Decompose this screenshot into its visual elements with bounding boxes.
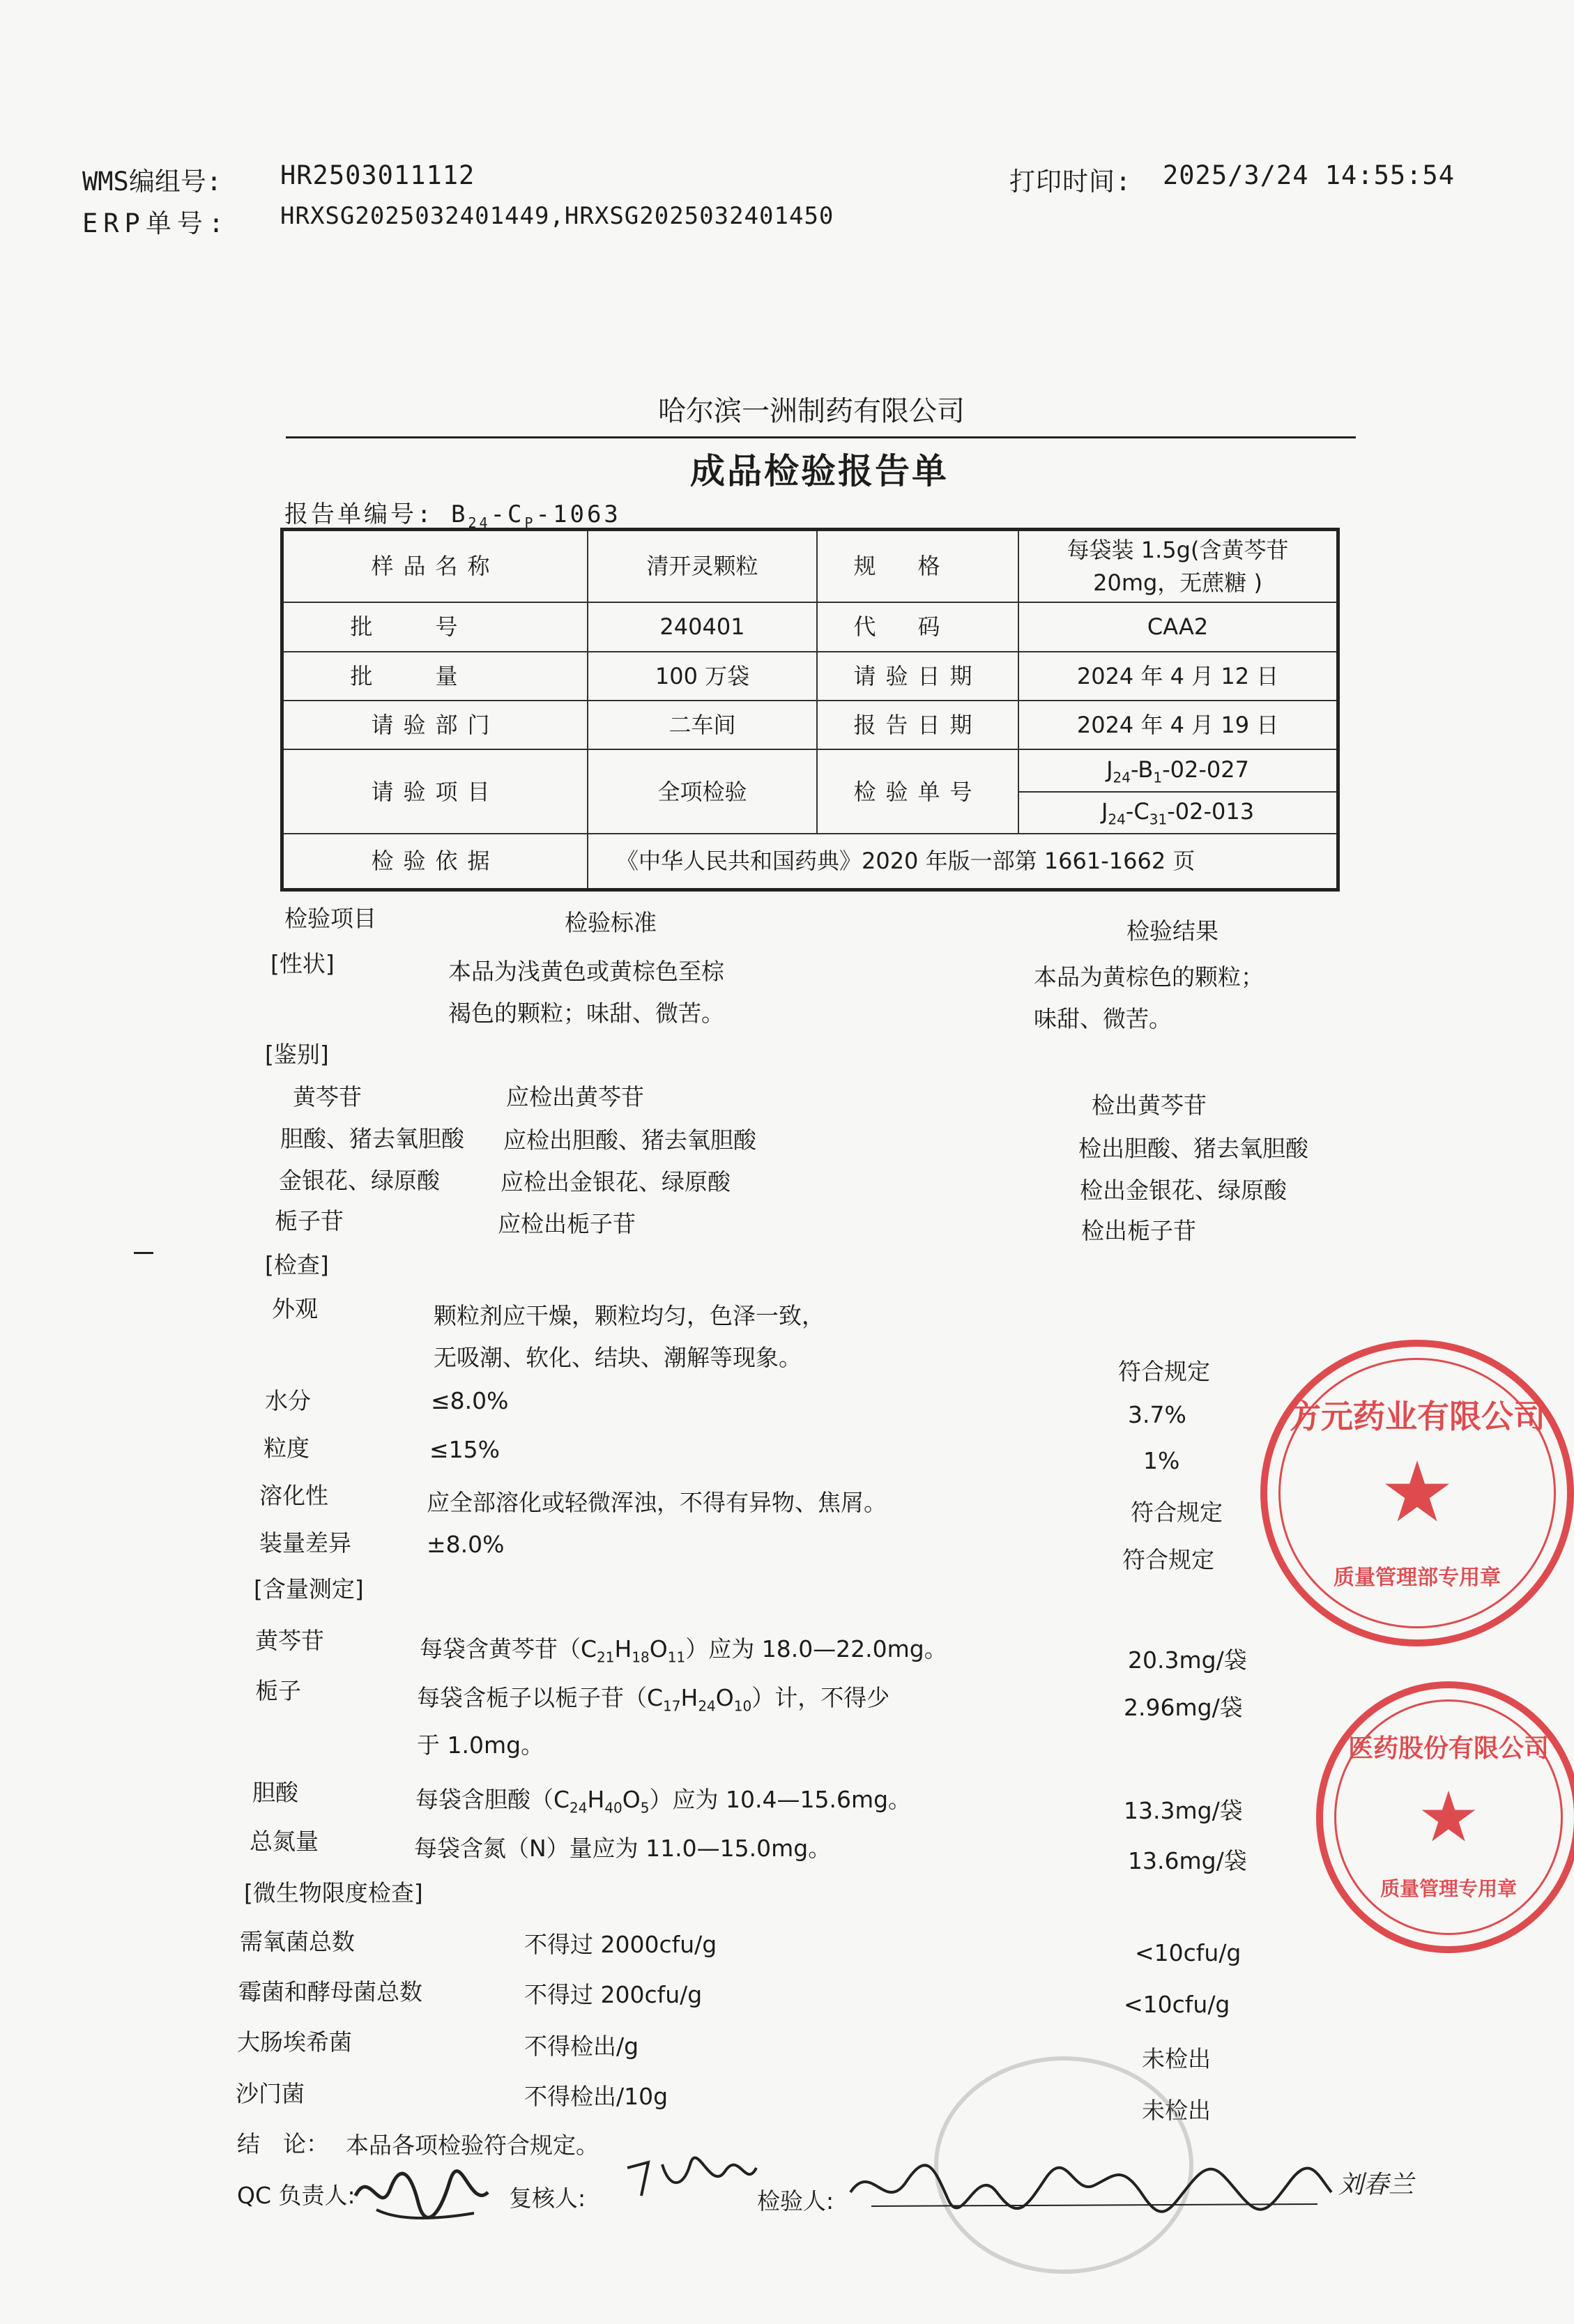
- spec-label: 规格: [817, 530, 1018, 603]
- check-granularity-result: 1%: [1143, 1447, 1180, 1474]
- department-value: 二车间: [588, 701, 817, 749]
- company-seal-stamp-1: [1260, 1340, 1574, 1646]
- assay-gardenia-result: 2.96mg/袋: [1124, 1694, 1243, 1721]
- properties-result-2: 味甜、微苦。: [1034, 1005, 1172, 1032]
- check-moisture-result: 3.7%: [1128, 1401, 1186, 1428]
- stamp-1-top-text: 方元药业有限公司: [1289, 1398, 1545, 1435]
- check-appearance-standard-2: 无吸潮、软化、结块、潮解等现象。: [434, 1344, 802, 1371]
- check-fill-variation-item: 装量差异: [259, 1529, 351, 1557]
- ident-result-4: 检出栀子苷: [1081, 1217, 1196, 1244]
- micro-standard-3: 不得检出/g: [524, 2033, 639, 2060]
- header-rule: [286, 436, 1356, 438]
- micro-item-3: 大肠埃希菌: [237, 2028, 352, 2056]
- ident-result-1: 检出黄芩苷: [1092, 1092, 1207, 1119]
- report-number: [284, 495, 621, 531]
- assay-cholic-standard: 每袋含胆酸$(C_{24}H_{40}O_5)$应为 10.4—15.6mg。: [415, 1786, 912, 1817]
- stamp-2-bottom-text: 质量管理专用章: [1380, 1877, 1517, 1900]
- properties-standard-1: 本品为浅黄色或黄棕色至棕: [448, 958, 724, 985]
- micro-result-2: <10cfu/g: [1124, 1991, 1230, 2018]
- spec-value: 每袋装 1.5g(含黄芩苷 20mg，无蔗糖 ): [1018, 530, 1338, 603]
- company-seal-stamp-2: [1316, 1681, 1574, 1953]
- inspection-number-label: 检验单号: [817, 749, 1018, 834]
- micro-standard-2: 不得过 200cfu/g: [524, 1981, 703, 2008]
- conclusion-text: 本品各项检验符合规定。: [346, 2132, 599, 2159]
- ident-standard-1: 应检出黄芩苷: [506, 1083, 644, 1110]
- info-table: [280, 528, 1340, 892]
- assay-cholic-item: 胆酸: [252, 1779, 298, 1806]
- micro-result-1: <10cfu/g: [1135, 1939, 1241, 1966]
- sample-name-value: 清开灵颗粒: [588, 530, 817, 603]
- ident-standard-2: 应检出胆酸、猪去氧胆酸: [503, 1126, 756, 1154]
- assay-baicalin-result: 20.3mg/袋: [1128, 1646, 1247, 1674]
- ident-standard-4: 应检出栀子苷: [498, 1210, 636, 1237]
- micro-item-4: 沙门菌: [236, 2080, 305, 2107]
- inspection-number-2: $J_{24}-C_{31}-02-013$: [1018, 792, 1338, 834]
- company-name: 哈尔滨一洲制药有限公司: [658, 395, 965, 427]
- conclusion-label: 结 论：: [237, 2130, 329, 2157]
- check-solubility-result: 符合规定: [1131, 1499, 1223, 1526]
- assay-gardenia-standard-2: 于 1.0mg。: [417, 1731, 544, 1759]
- inspector-label: 检验人:: [757, 2187, 834, 2215]
- wms-value: HR2503011112: [280, 160, 475, 190]
- reviewer-label: 复核人:: [509, 2185, 586, 2212]
- request-date-label: 请验日期: [817, 652, 1018, 701]
- batch-number-value: 240401: [588, 602, 817, 651]
- properties-standard-2: 褐色的颗粒；味甜、微苦。: [448, 1000, 724, 1027]
- check-moisture-standard: ≤8.0%: [431, 1387, 509, 1414]
- inspector-signature-text: 刘春兰: [1338, 2171, 1414, 2199]
- assay-baicalin-standard: 每袋含黄芩苷$(C_{21}H_{18}O_{11})$应为 18.0—22.0mg。: [420, 1635, 947, 1666]
- check-fill-variation-standard: ±8.0%: [427, 1531, 505, 1558]
- check-granularity-standard: ≤15%: [429, 1436, 500, 1463]
- ident-item-4: 栀子苷: [275, 1207, 344, 1234]
- ident-result-3: 检出金银花、绿原酸: [1080, 1177, 1287, 1204]
- assay-gardenia-standard-1: 每袋含栀子以栀子苷$(C_{17}H_{24}O_{10})$计，不得少: [417, 1684, 890, 1715]
- check-moisture-item: 水分: [265, 1387, 311, 1414]
- margin-dash: [134, 1252, 153, 1254]
- reviewer-signature: [620, 2147, 760, 2213]
- check-granularity-item: 粒度: [263, 1435, 310, 1462]
- ident-item-3: 金银花、绿原酸: [279, 1167, 440, 1194]
- assay-nitrogen-item: 总氮量: [250, 1828, 319, 1855]
- batch-quantity-value: 100 万袋: [588, 652, 817, 701]
- stamp-2-star-icon: ★: [1417, 1776, 1480, 1858]
- inspection-number-1: $J_{24}-B_1-02-027$: [1018, 749, 1338, 791]
- batch-number-label: 批号: [282, 602, 588, 651]
- section-microbial: [微生物限度检查]: [244, 1879, 423, 1906]
- check-appearance-item: 外观: [272, 1295, 318, 1322]
- wms-label: WMS编组号:: [82, 167, 222, 197]
- report-number-value: $B_{24}-C_P-1063$: [450, 500, 621, 531]
- report-date-value: 2024 年 4 月 19 日: [1018, 701, 1338, 749]
- stamp-1-star-icon: ★: [1380, 1444, 1455, 1541]
- check-solubility-item: 溶化性: [259, 1482, 328, 1509]
- assay-cholic-result: 13.3mg/袋: [1124, 1797, 1243, 1824]
- properties-result-1: 本品为黄棕色的颗粒；: [1034, 963, 1264, 991]
- code-value: CAA2: [1018, 602, 1338, 651]
- report-date-label: 报告日期: [817, 701, 1018, 749]
- col-header-result: 检验结果: [1126, 917, 1218, 945]
- micro-item-2: 霉菌和酵母菌总数: [238, 1978, 422, 2005]
- print-time-value: 2025/3/24 14:55:54: [1163, 160, 1455, 190]
- section-check: [检查]: [265, 1251, 329, 1278]
- request-item-value: 全项检验: [588, 749, 817, 834]
- sample-name-label: 样品名称: [282, 530, 588, 603]
- col-header-standard: 检验标准: [565, 909, 657, 936]
- assay-gardenia-item: 栀子: [255, 1677, 301, 1704]
- request-item-label: 请验项目: [282, 749, 588, 834]
- basis-label: 检验依据: [282, 834, 588, 889]
- ident-item-2: 胆酸、猪去氧胆酸: [280, 1125, 464, 1152]
- stamp-1-bottom-text: 质量管理部专用章: [1334, 1566, 1501, 1590]
- department-label: 请验部门: [282, 701, 588, 749]
- code-label: 代码: [817, 602, 1018, 651]
- basis-value: 《中华人民共和国药典》2020 年版一部第 1661-1662 页: [588, 834, 1338, 889]
- report-title: 成品检验报告单: [690, 451, 949, 491]
- section-identification: [鉴别]: [265, 1041, 329, 1068]
- ident-result-2: 检出胆酸、猪去氧胆酸: [1078, 1135, 1308, 1162]
- col-header-item: 检验项目: [284, 905, 376, 932]
- check-appearance-standard-1: 颗粒剂应干燥，颗粒均匀，色泽一致，: [434, 1302, 825, 1329]
- check-fill-variation-result: 符合规定: [1122, 1546, 1214, 1573]
- qc-manager-signature: [349, 2161, 495, 2227]
- micro-result-3: 未检出: [1142, 2045, 1211, 2072]
- erp-label: ERP单号:: [82, 208, 230, 238]
- print-time-label: 打印时间:: [1009, 167, 1132, 197]
- stamp-2-top-text: 医药股份有限公司: [1347, 1734, 1549, 1763]
- batch-quantity-label: 批量: [282, 652, 588, 701]
- section-properties: [性状]: [270, 950, 335, 977]
- section-assay: [含量测定]: [254, 1575, 364, 1603]
- assay-nitrogen-result: 13.6mg/袋: [1128, 1847, 1247, 1874]
- assay-nitrogen-standard: 每袋含氮（N）量应为 11.0—15.0mg。: [414, 1835, 832, 1862]
- micro-item-1: 需氧菌总数: [240, 1928, 355, 1955]
- request-date-value: 2024 年 4 月 12 日: [1018, 652, 1338, 701]
- qc-manager-label: QC 负责人:: [237, 2182, 356, 2209]
- check-solubility-standard: 应全部溶化或轻微浑浊，不得有异物、焦屑。: [427, 1489, 887, 1516]
- micro-standard-4: 不得检出/10g: [524, 2083, 668, 2110]
- ident-item-1: 黄芩苷: [293, 1083, 362, 1110]
- ident-standard-3: 应检出金银花、绿原酸: [501, 1168, 731, 1195]
- micro-standard-1: 不得过 2000cfu/g: [524, 1931, 717, 1958]
- report-number-label: 报告单编号:: [284, 500, 434, 528]
- micro-result-4: 未检出: [1142, 2097, 1211, 2124]
- erp-value: HRXSG2025032401449,HRXSG2025032401450: [280, 202, 834, 230]
- check-appearance-result: 符合规定: [1118, 1358, 1210, 1385]
- assay-baicalin-item: 黄芩苷: [255, 1627, 324, 1654]
